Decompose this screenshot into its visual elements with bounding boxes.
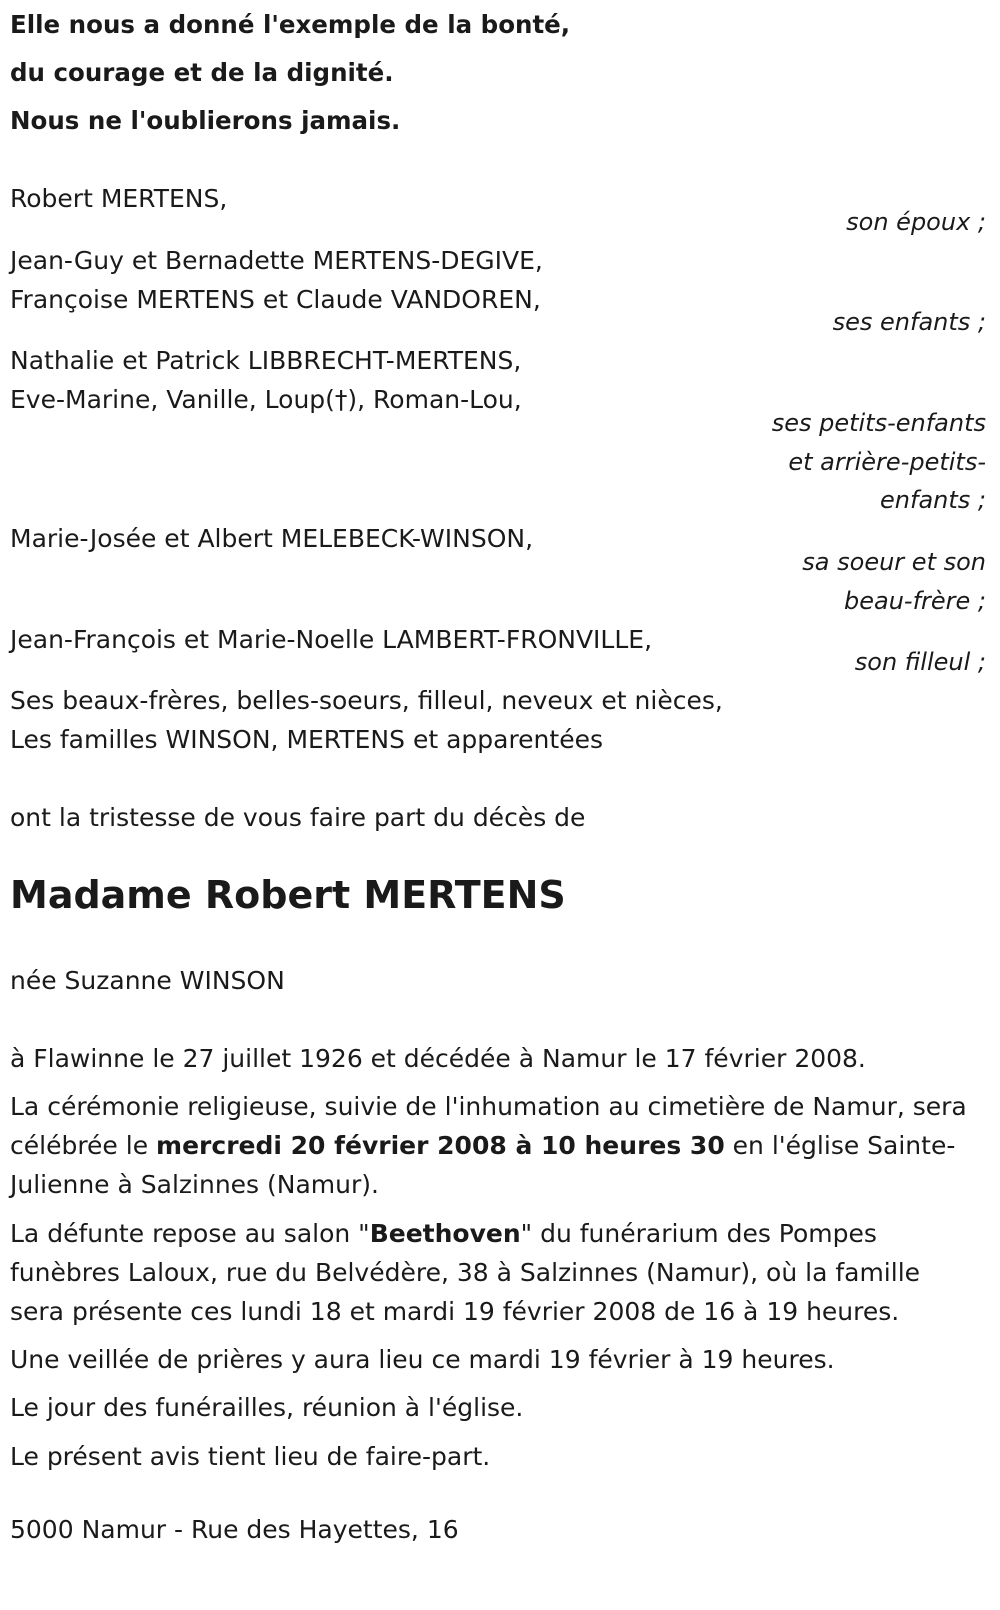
rest-text-pre: La défunte repose au salon " <box>10 1219 370 1248</box>
children-role: ses enfants ; <box>832 308 986 336</box>
ceremony-text-pre: La cérémonie religieuse, suivie de l'inhumation au cimetière de Namur, sera célébrée le <box>10 1092 967 1160</box>
others-line-2: Les familles WINSON, MERTENS et apparentées <box>10 725 603 754</box>
ceremony-text-post: en l'église Sainte-Julienne à Salzinnes (Namur). <box>10 1131 956 1199</box>
vigil-text: Une veillée de prières y aura lieu ce mardi 19 février à 19 heures. <box>10 1345 835 1374</box>
meeting-text: Le jour des funérailles, réunion à l'église. <box>10 1393 524 1422</box>
grandchildren-role-2: et arrière-petits- <box>788 448 986 476</box>
quote-line-3: Nous ne l'oublierons jamais. <box>10 106 401 135</box>
quote-line-2: du courage et de la dignité. <box>10 58 394 87</box>
ceremony-paragraph <box>10 1087 970 1204</box>
children-line-1: Jean-Guy et Bernadette MERTENS-DEGIVE, <box>10 246 543 275</box>
deceased-birth-name: née Suzanne WINSON <box>10 966 285 995</box>
salon-name: Beethoven <box>369 1219 521 1248</box>
ceremony-date: mercredi 20 février 2008 à 10 heures 30 <box>156 1131 725 1160</box>
sibling-role-2: beau-frère ; <box>843 587 986 615</box>
sibling-name: Marie-Josée et Albert MELEBECK-WINSON, <box>10 524 534 553</box>
quote-line-1: Elle nous a donné l'exemple de la bonté, <box>10 10 571 39</box>
address-text: 5000 Namur - Rue des Hayettes, 16 <box>10 1515 459 1544</box>
sibling-role-1: sa soeur et son <box>802 548 986 576</box>
children-line-2: Françoise MERTENS et Claude VANDOREN, <box>10 285 541 314</box>
grandchildren-role-3: enfants ; <box>880 486 986 514</box>
grandchildren-line-1: Nathalie et Patrick LIBBRECHT-MERTENS, <box>10 346 522 375</box>
rest-text-post: " du funérarium des Pompes funèbres Laloux, rue du Belvédère, 38 à Salzinnes (Namur), où la famille sera présente ces lundi 18 et mardi 19 février 2008 de 16 à 19 heures. <box>10 1219 921 1326</box>
grandchildren-role-1: ses petits-enfants <box>771 409 986 437</box>
birth-death-text: à Flawinne le 27 juillet 1926 et décédée à Namur le 17 février 2008. <box>10 1044 866 1073</box>
announcement-text: ont la tristesse de vous faire part du décès de <box>10 803 586 832</box>
spouse-role: son époux ; <box>846 208 986 236</box>
others-line-1: Ses beaux-frères, belles-soeurs, filleul, neveux et nièces, <box>10 686 723 715</box>
spouse-name: Robert MERTENS, <box>10 184 228 213</box>
grandchildren-line-2: Eve-Marine, Vanille, Loup(†), Roman-Lou, <box>10 385 522 414</box>
rest-paragraph <box>10 1214 970 1331</box>
godchild-name: Jean-François et Marie-Noelle LAMBERT-FRONVILLE, <box>10 625 653 654</box>
notice-text: Le présent avis tient lieu de faire-part. <box>10 1442 491 1471</box>
deceased-name: Madame Robert MERTENS <box>10 873 566 917</box>
godchild-role: son filleul ; <box>854 648 986 676</box>
